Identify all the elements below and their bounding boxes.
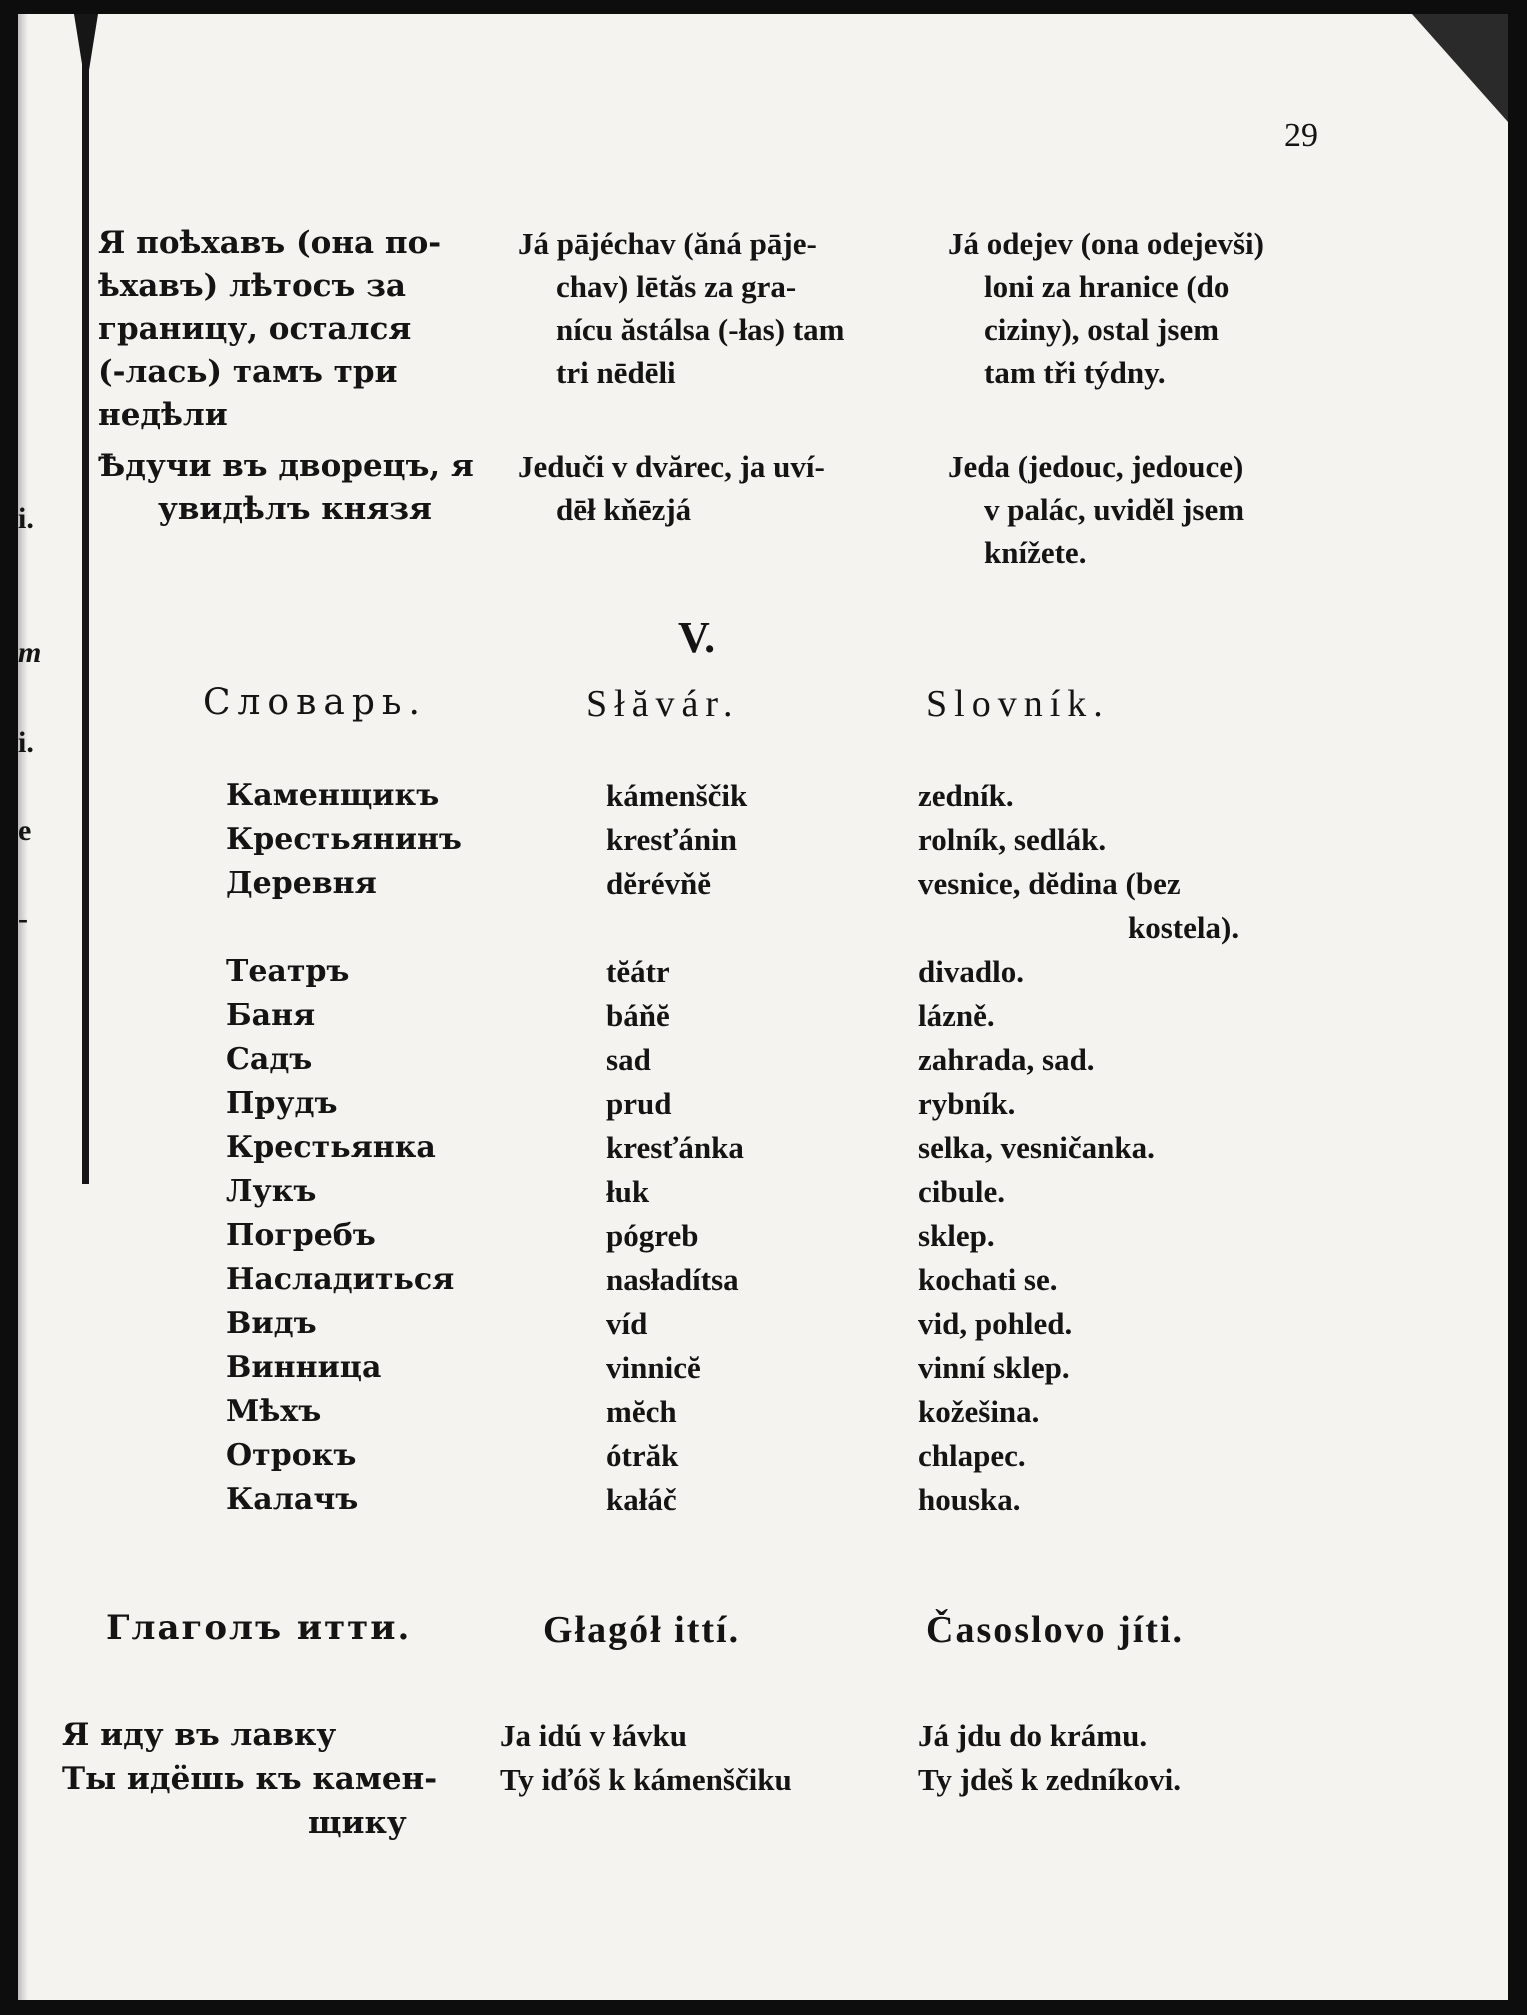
margin-char: m [18, 636, 42, 669]
book-page [18, 14, 1508, 2000]
vocab-column-slav [606, 774, 747, 1522]
vocab-slav-word: ótrăk [606, 1438, 679, 1473]
cz-sentence-2-line-1: Jeda (jedouc, jedouce) [948, 449, 1244, 484]
cz-sentence-1-line-3: ciziny), ostal jsem [984, 312, 1220, 347]
vocab-slav-word: dĕrévňĕ [606, 866, 712, 901]
vocab-slav-word: prud [606, 1086, 672, 1121]
vocab-ru-word: Каменщикъ [226, 778, 440, 813]
vocab-slav-word: tĕátr [606, 954, 670, 989]
vocab-ru-word: Лукъ [226, 1174, 317, 1209]
verb-heading-slav: Głagół ittí. [543, 1609, 741, 1651]
verb-cz-line-1: Já jdu do krámu. [918, 1718, 1148, 1753]
scan-shadow [18, 14, 28, 2000]
ru-sentence-1-line-3: границу, остался [98, 311, 412, 347]
page-fold-tip [74, 14, 98, 74]
vocab-cz-word: sklep. [918, 1218, 995, 1253]
verb-cz-line-2: Ty jdeš k zedníkovi. [918, 1762, 1181, 1797]
cz-sentence-2-line-2: v palác, uviděl jsem [984, 492, 1245, 527]
vocab-cz-word: selka, vesničanka. [918, 1130, 1155, 1165]
vocab-column-cz [918, 774, 1239, 1522]
vocab-ru-word: Видъ [226, 1306, 317, 1341]
section-number: V. [678, 613, 716, 662]
ru-sentence-1-line-1: Я поѣхавъ (она по- [98, 225, 442, 261]
cz-sentence-1-line-2: loni za hranice (do [984, 269, 1230, 304]
vocab-slav-word: pógreb [606, 1218, 699, 1253]
slav-sentence-1-line-3: nícu ăstálsa (-łas) tam [556, 312, 845, 347]
vocab-slav-word: kałáč [606, 1482, 677, 1517]
vocab-ru-word: Мѣхъ [226, 1394, 322, 1429]
vocab-cz-word: vinní sklep. [918, 1350, 1070, 1385]
vocab-cz-word: divadlo. [918, 954, 1024, 989]
ru-sentence-1-line-5: недѣли [98, 397, 228, 433]
cz-sentence-1-line-1: Já odejev (ona odejevši) [948, 226, 1264, 261]
vocab-cz-word: houska. [918, 1482, 1021, 1517]
vocab-ru-word: Крестьянка [226, 1130, 436, 1165]
verb-ru-line-1: Я иду въ лавку [62, 1717, 337, 1753]
cz-sentence-1-line-4: tam tři týdny. [984, 355, 1166, 390]
slav-sentence-1-line-2: chav) lētăs za gra- [556, 269, 797, 304]
vocab-ru-word: Прудъ [226, 1086, 338, 1121]
slav-sentence-1-line-1: Já pājéchav (ăná pāje- [518, 226, 817, 261]
vocab-cz-word: vesnice, dĕdina (bez [918, 866, 1181, 901]
vocab-ru-word: Отрокъ [226, 1438, 357, 1473]
margin-char: i. [18, 502, 34, 535]
vocab-slav-word: kresťánka [606, 1130, 744, 1165]
vocab-cz-word: zedník. [918, 778, 1014, 813]
vocab-cz-word: kochati se. [918, 1262, 1058, 1297]
vocab-ru-word: Баня [226, 998, 316, 1033]
vocab-slav-word: víd [606, 1306, 648, 1341]
vocab-cz-word-continued: kostela). [1128, 910, 1240, 945]
vocab-heading-ru: Словарь. [203, 682, 427, 723]
vocab-cz-word: cibule. [918, 1174, 1005, 1209]
verb-slav-line-1: Ja idú v łávku [500, 1718, 687, 1753]
vocab-ru-word: Калачъ [226, 1482, 359, 1517]
ru-sentence-1-line-2: ѣхавъ) лѣтосъ за [98, 268, 407, 304]
verb-slav-line-2: Ty iďóš k kámenščiku [500, 1762, 792, 1797]
page-corner-fold [1388, 14, 1508, 134]
vocab-ru-word: Винница [226, 1350, 382, 1385]
vocab-ru-word: Погребъ [226, 1218, 376, 1253]
vocab-cz-word: chlapec. [918, 1438, 1026, 1473]
ru-sentence-2-line-2: увидѣлъ князя [158, 491, 432, 527]
vocab-cz-word: vid, pohled. [918, 1306, 1073, 1341]
vocab-ru-word: Насладиться [226, 1262, 455, 1297]
page-fold-line [82, 14, 89, 1184]
vocab-cz-word: rolník, sedlák. [918, 822, 1107, 857]
vocab-cz-word: kožešina. [918, 1394, 1040, 1429]
vocab-ru-word: Деревня [226, 866, 377, 901]
vocab-slav-word: báňĕ [606, 998, 670, 1033]
slav-sentence-2-line-2: dēł kňēzjá [556, 492, 692, 527]
margin-char: e [18, 814, 32, 847]
verb-heading-ru: Глаголъ итти. [106, 1608, 412, 1648]
vocab-heading-slav: Słăvár. [586, 683, 740, 725]
vocab-slav-word: łuk [606, 1174, 650, 1209]
vocab-ru-word: Садъ [226, 1042, 313, 1077]
margin-char: i. [18, 726, 34, 759]
ru-sentence-2-line-1: Ѣдучи въ дворецъ, я [98, 448, 474, 484]
vocab-ru-word: Крестьянинъ [226, 822, 462, 857]
page-number: 29 [1284, 117, 1318, 154]
vocab-slav-word: kresťánin [606, 822, 738, 857]
slav-sentence-2-line-1: Jeduči v dvărec, ja uví- [518, 449, 825, 484]
verb-ru-line-2: Ты идёшь къ камен- [62, 1761, 438, 1797]
vocab-cz-word: rybník. [918, 1086, 1016, 1121]
vocab-heading-cz: Slovník. [926, 683, 1110, 725]
ru-sentence-1-line-4: (-лась) тамъ три [98, 354, 398, 390]
vocab-cz-word: zahrada, sad. [918, 1042, 1095, 1077]
vocab-cz-word: lázně. [918, 998, 995, 1033]
vocab-slav-word: vinnicĕ [606, 1350, 701, 1385]
vocab-ru-word: Театръ [226, 954, 350, 989]
verb-heading-cz: Časoslovo jíti. [926, 1609, 1184, 1651]
cz-sentence-2-line-3: knížete. [984, 535, 1087, 570]
vocab-cz-entry [918, 862, 1239, 950]
slav-sentence-1-line-4: tri nēdēli [556, 355, 676, 390]
verb-ru-line-3: щику [308, 1805, 407, 1841]
vocab-slav-word: nasładítsa [606, 1262, 739, 1297]
margin-char: - [18, 902, 28, 935]
vocab-slav-word: sad [606, 1042, 651, 1077]
vocab-slav-word: kámenščik [606, 778, 748, 813]
vocab-slav-word: mĕch [606, 1394, 677, 1429]
vocab-column-ru [226, 774, 462, 1522]
